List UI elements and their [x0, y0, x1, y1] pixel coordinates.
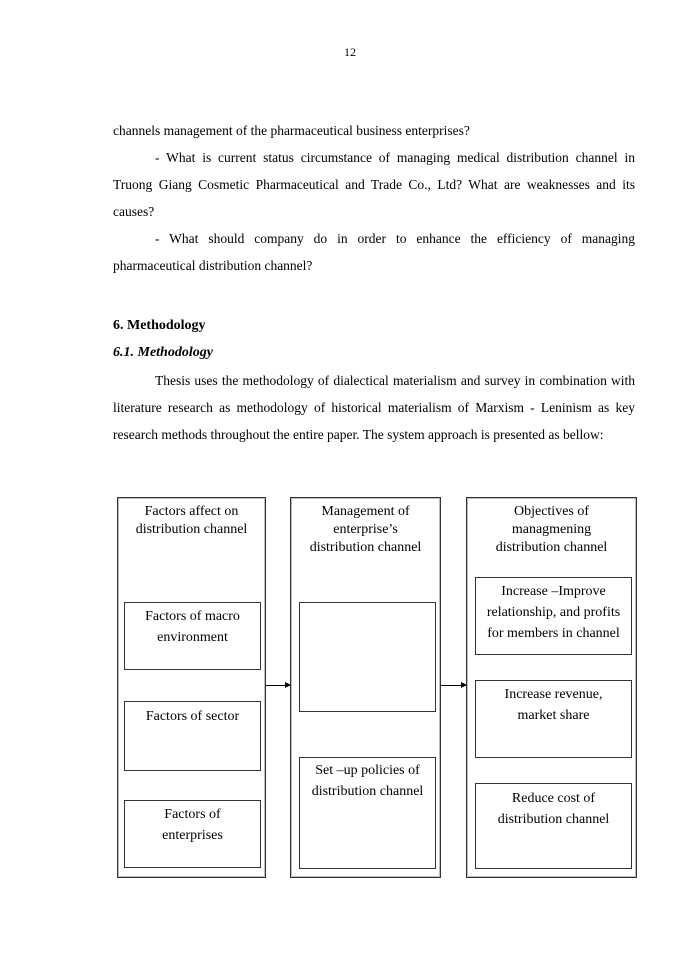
paragraph-question-status: - What is current status circumstance of managing medical distribution channel in Truong Giang Cosmetic Pharmaceutical and Trade Co., Ltd? What are weaknesses and its causes?: [113, 150, 635, 219]
section-subheading: 6.1. Methodology: [113, 345, 213, 360]
arrow-right-icon: [441, 685, 466, 686]
factors-column-title: Factors affect on distribution channel: [135, 504, 248, 537]
macro-environment-box: Factors of macro environment: [124, 602, 261, 670]
relationship-profits-box: Increase –Improve relationship, and profits for members in channel: [475, 577, 632, 655]
enterprises-box: Factors of enterprises: [124, 800, 261, 868]
management-column: [290, 497, 441, 878]
policies-box: Set –up policies of distribution channel: [299, 757, 436, 869]
paragraph-channels-management: channels management of the pharmaceutical business enterprises?: [113, 123, 470, 138]
methodology-paragraph: Thesis uses the methodology of dialectical materialism and survey in combination with literature research as methodology of historical materialism of Marxism - Leninism as key research methods throughout the entire paper. The system approach is presented as bellow:: [113, 373, 635, 442]
revenue-market-share-box: Increase revenue, market share: [475, 680, 632, 758]
sector-box: Factors of sector: [124, 701, 261, 771]
paragraph-question-efficiency: - What should company do in order to enhance the efficiency of managing pharmaceutical distribution channel?: [113, 231, 635, 273]
management-empty-box: [299, 602, 436, 712]
management-column-title: Management of enterprise’s distribution channel: [309, 504, 422, 555]
objectives-column-title: Objectives of managmening distribution channel: [495, 504, 608, 555]
page-number: 12: [344, 45, 356, 59]
factors-column: [117, 497, 266, 878]
reduce-cost-box: Reduce cost of distribution channel: [475, 783, 632, 869]
objectives-column: [466, 497, 637, 878]
arrow-right-icon: [266, 685, 290, 686]
section-heading: 6. Methodology: [113, 318, 206, 333]
